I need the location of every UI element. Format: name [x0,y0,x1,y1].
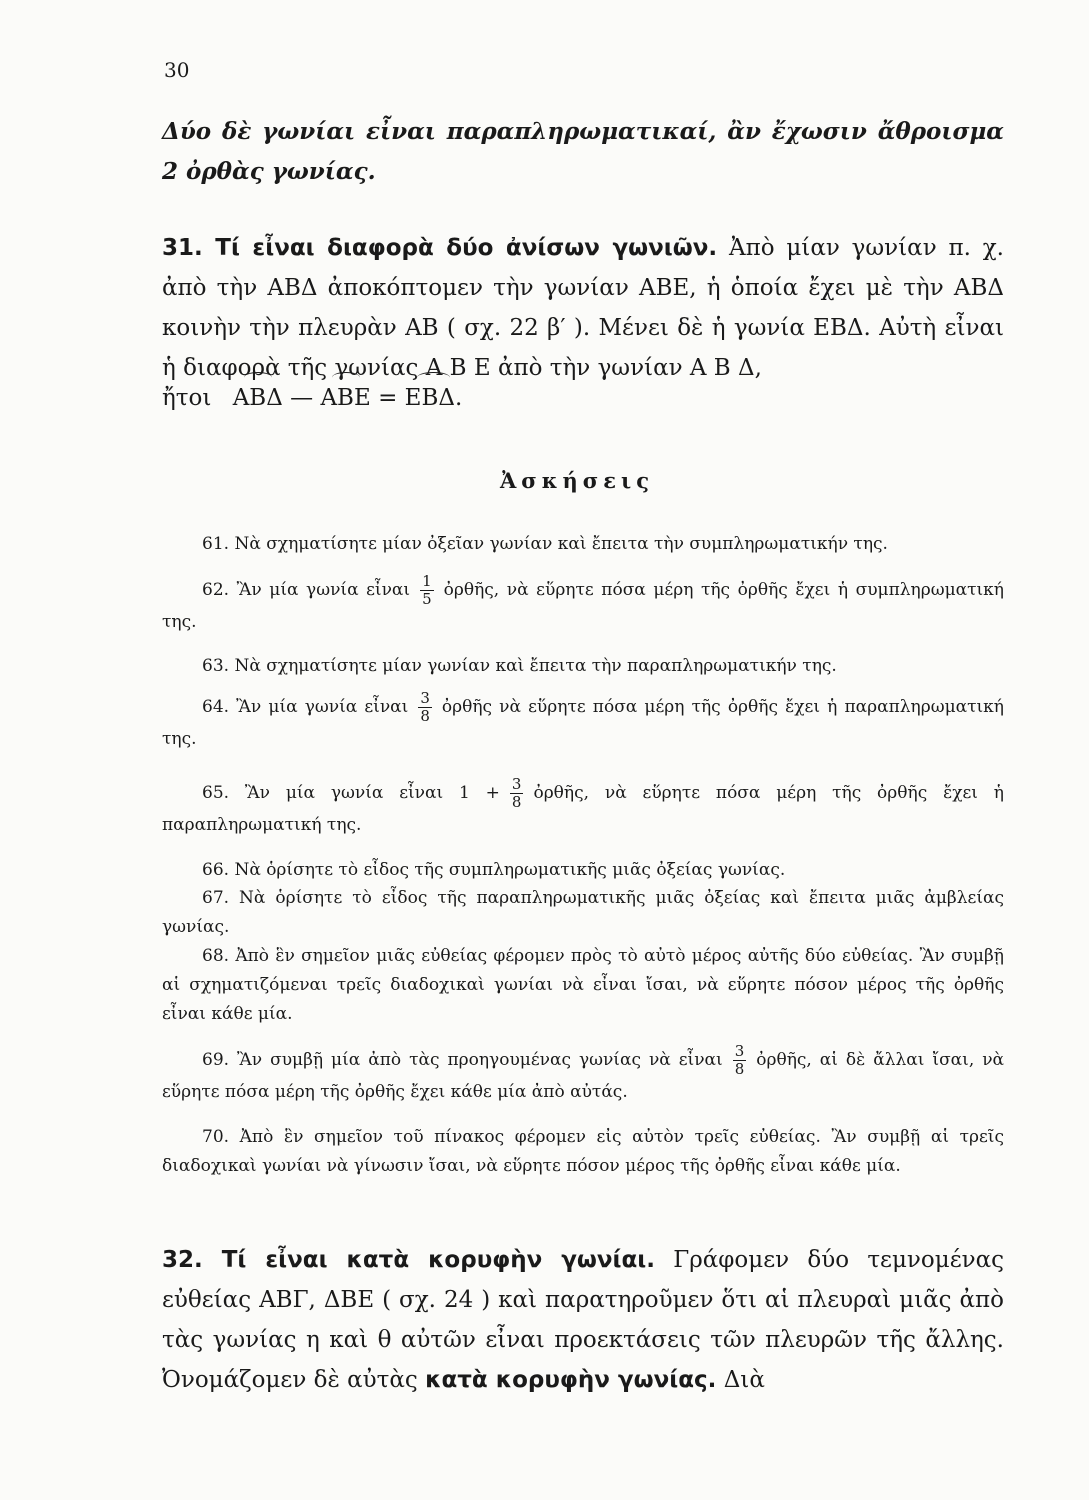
exercise-65-text-a: 65. Ἂν μία γωνία εἶναι 1 + [202,783,500,803]
exercise-62 [162,573,1004,637]
exercise-69 [162,1043,1004,1107]
exercise-61 [162,530,1004,559]
exercise-66-text: 66. Νὰ ὁρίσητε τὸ εἶδος τῆς συμπληρωματικῆς μιᾶς ὀξείας γωνίας. [202,860,786,880]
exercise-64-text-a: 64. Ἂν μία γωνία εἶναι [202,697,409,717]
frac-den: 8 [420,707,430,725]
frac-den: 8 [511,793,522,811]
exercises-heading: Ἀσκήσεις [500,468,654,493]
angle-abe: ΑΒΕ [320,378,370,418]
fraction-1-5 [420,573,434,608]
exercise-66 [162,856,1004,885]
exercise-63-text: 63. Νὰ σχηματίσητε μίαν γωνίαν καὶ ἔπειτα τὴν παραπληρωματικήν της. [202,656,837,676]
exercise-64-text-b: ὀρθῆς νὰ εὕρητε πόσα μέρη τῆς ὀρθῆς ἔχει ἡ παραπληρωματική της. [162,697,1004,749]
fraction-3-8 [733,1043,747,1078]
exercise-61-text: 61. Νὰ σχηματίσητε μίαν ὀξεῖαν γωνίαν καὶ ἔπειτα τὴν συμπληρωματικήν της. [202,534,888,554]
frac-den: 8 [734,1060,745,1078]
exercise-69-text-b: ὀρθῆς, αἱ δὲ ἄλλαι ἴσαι, νὰ εὕρητε πόσα μέρη τῆς ὀρθῆς ἔχει κάθε μία ἀπὸ αὐτάς. [162,1050,1005,1102]
exercise-64 [162,690,1004,754]
exercise-70-text: 70. Ἀπὸ ἓν σημεῖον τοῦ πίνακος φέρομεν εἰς αὐτὸν τρεῖς εὐθείας. Ἂν συμβῇ αἱ τρεῖς διαδοχικαὶ γωνίαι νὰ γίνωσιν ἴσαι, νὰ εὕρητε πόσον μέρος τῆς ὀρθῆς εἶναι κάθε μία. [162,1127,1004,1176]
equals-sign: = [378,385,398,411]
angle-abd: ΑΒΔ [233,378,283,418]
section-32-heading: 32. Τί εἶναι κατὰ κορυφὴν γωνίαι. [162,1247,656,1273]
section-31-formula [162,378,1004,418]
exercise-62-text-b: ὀρθῆς, νὰ εὕρητε πόσα μέρη τῆς ὀρθῆς ἔχει ἡ συμπληρωματική της. [162,580,1004,632]
intro-definition: Δύο δὲ γωνίαι εἶναι παραπληρωματικαί, ἂν ἔχωσιν ἄθροισμα 2 ὀρθὰς γωνίας. [162,118,1004,185]
minus-sign: — [290,385,314,411]
section-32-text: Γράφομεν δύο τεμνομένας εὐθείας ΑΒΓ, ΔΒΕ ( σχ. 24 ) καὶ παρατηροῦμεν ὅτι αἱ πλευραὶ μιᾶς ἀπὸ τὰς γωνίας η καὶ θ αὐτῶν εἶναι προεκτάσεις τῶν πλευρῶν τῆς ἄλλης. Ὀνομάζομεν δὲ αὐτὰς [162,1247,1005,1393]
fraction-3-8 [510,776,524,811]
exercise-68 [162,942,1004,1029]
angle-ebd: ΕΒΔ. [405,378,463,418]
exercise-67 [162,884,1004,942]
exercise-70 [162,1123,1004,1181]
page-number: 30 [164,58,190,82]
frac-num: 3 [734,1042,745,1060]
frac-den: 5 [422,590,432,608]
frac-num: 3 [420,689,430,707]
section-32-term: κατὰ κορυφὴν γωνίας. [425,1367,717,1393]
section-31-heading: 31. Τί εἶναι διαφορὰ δύο ἀνίσων γωνιῶν. [162,235,718,261]
exercise-67-text: 67. Νὰ ὁρίσητε τὸ εἶδος τῆς παραπληρωματικῆς μιᾶς ὀξείας καὶ ἔπειτα μιᾶς ἀμβλείας γωνίας. [162,888,1004,937]
exercise-69-text-a: 69. Ἂν συμβῇ μία ἀπὸ τὰς προηγουμένας γωνίας νὰ εἶναι [202,1050,723,1070]
frac-num: 3 [511,775,522,793]
fraction-3-8 [418,690,432,725]
frac-num: 1 [422,572,432,590]
formula-lead: ἤτοι [162,385,212,411]
section-32-tail: Διὰ [723,1367,765,1393]
exercise-63 [162,652,1004,681]
exercise-62-text-a: 62. Ἂν μία γωνία εἶναι [202,580,411,600]
section-31-text: Ἀπὸ μίαν γωνίαν π. χ. ἀπὸ τὴν ΑΒΔ ἀποκόπτομεν τὴν γωνίαν ΑΒΕ, ἡ ὁποία ἔχει μὲ τὴν ΑΒΔ κοινὴν τὴν πλευρὰν ΑΒ ( σχ. 22 β′ ). Μένει δὲ ἡ γωνία ΕΒΔ. Αὐτὴ εἶναι ἡ διαφορὰ τῆς γωνίας Α Β Ε ἀπὸ τὴν γωνίαν Α Β Δ, [162,235,1004,381]
exercise-65 [162,776,1004,840]
exercise-68-text: 68. Ἀπὸ ἓν σημεῖον μιᾶς εὐθείας φέρομεν πρὸς τὸ αὐτὸ μέρος αὐτῆς δύο εὐθείας. Ἂν συμβῇ αἱ σχηματιζόμεναι τρεῖς διαδοχικαὶ γωνίαι νὰ εἶναι ἴσαι, νὰ εὕρητε πόσον μέρος τῆς ὀρθῆς εἶναι κάθε μία. [162,946,1004,1024]
section-32 [162,1240,1004,1400]
section-31 [162,228,1004,388]
exercise-65-text-b: ὀρθῆς, νὰ εὕρητε πόσα μέρη τῆς ὀρθῆς ἔχει ἡ παραπληρωματική της. [162,783,1004,835]
